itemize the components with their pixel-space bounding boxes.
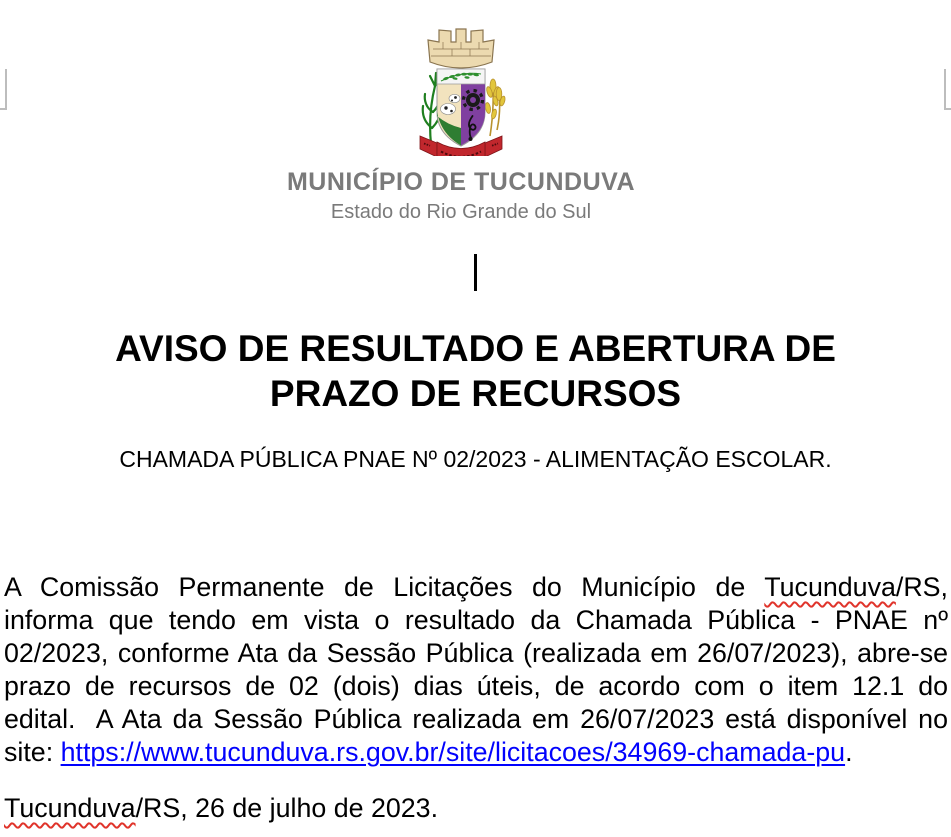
body-line [4,604,948,637]
text-run: A Comissão Permanente de Licitações do Município de [4,572,765,602]
body-line [4,703,948,736]
text-run: . [845,737,853,767]
text-run: site: [4,737,61,767]
mural-crown-icon [428,29,494,68]
municipal-crest-icon [408,16,514,156]
date-line [4,792,948,825]
body-line [4,792,948,825]
shield-icon [437,69,485,146]
page-title-line2: PRAZO DE RECURSOS [269,373,682,414]
document-header [0,0,922,224]
text-run: /RS, 26 de julho de 2023. [135,793,439,823]
body-line [4,736,948,769]
document-link[interactable]: https://www.tucunduva.rs.gov.br/site/licitacoes/34969-chamada-pu [60,737,846,767]
chief-band [437,69,485,84]
state-subtitle: Estado do Rio Grande do Sul [330,201,592,223]
misspelled-word: Tucunduva [4,793,136,823]
body-line [4,637,948,670]
text-boundary-marker-right [944,69,951,110]
municipality-name: MUNICÍPIO DE TUCUNDUVA [286,168,636,196]
page-title-line1: AVISO DE RESULTADO E ABERTURA DE [115,328,836,369]
text-run: 02/2023, conforme Ata da Sessão Pública (realizada em 26/07/2023), abre-se [4,638,948,668]
text-cursor-bar [474,254,477,291]
misspelled-word: Tucunduva [764,572,896,602]
page-title [0,326,951,416]
body-paragraph [4,571,948,769]
text-run: edital. A Ata da Sessão Pública realizada em 26/07/2023 está disponível no [4,704,948,734]
page-subtitle: CHAMADA PÚBLICA PNAE Nº 02/2023 - ALIMENTAÇÃO ESCOLAR. [119,446,832,472]
wheat-icon [485,79,506,136]
body-line [4,670,948,703]
text-run: prazo de recursos de 02 (dois) dias úteis, de acordo com o item 12.1 do [4,671,948,701]
text-run: /RS, [895,572,948,602]
body-line [4,571,948,604]
text-run: informa que tendo em vista o resultado da Chamada Pública - PNAE nº [4,605,948,635]
